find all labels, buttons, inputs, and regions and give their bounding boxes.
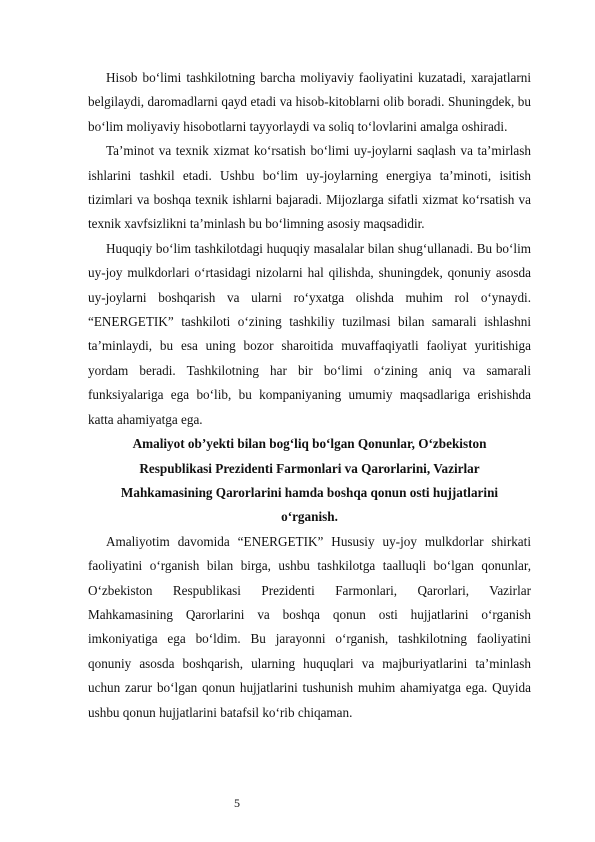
section-heading: Amaliyot ob’yekti bilan bog‘liq bo‘lgan Qonunlar, O‘zbekiston Respublikasi Prezidenti Farmonlari va Qarorlarini, Vazirlar Mahkamasining Qarorlarini hamda boshqa qonun osti hujjatlarini o‘rganish. xyxy=(120,436,499,525)
document-page xyxy=(88,66,531,725)
paragraph-maintenance-department: Ta’minot va texnik xizmat ko‘rsatish bo‘limi uy-joylarni saqlash va ta’mirlash ishlarini tashkil etadi. Ushbu bo‘lim uy-joylarning energiya ta’minoti, isitish tizimlari va boshqa texnik ishlarni bajaradi. Mijozlarga sifatli xizmat ko‘rsatish va texnik xavfsizlikni ta’minlash bu bo‘limning asosiy maqsadidir. xyxy=(88,143,531,232)
paragraph-legal-department: Huquqiy bo‘lim tashkilotdagi huquqiy masalalar bilan shug‘ullanadi. Bu bo‘lim uy-joy mulkdorlari o‘rtasidagi nizolarni hal qilishda, shuningdek, qonuniy asosda uy-joylarni boshqarish va ularni ro‘yxatga olishda muhim rol o‘ynaydi. “ENERGETIK” tashkiloti o‘zining tashkiliy tuzilmasi bilan samarali ishlashni ta’minlaydi, bu esa uning bozor sharoitida muvaffaqiyatli faoliyat yuritishiga yordam beradi. Tashkilotning har bir bo‘limi o‘zining aniq va samarali funksiyalariga ega bo‘lib, bu kompaniyaning umumiy maqsadlariga erishishda katta ahamiyatga ega. xyxy=(88,240,531,427)
paragraph-accounting-department: Hisob bo‘limi tashkilotning barcha moliyaviy faoliyatini kuzatadi, xarajatlarni belgilaydi, daromadlarni qayd etadi va hisob-kitoblarni olib boradi. Shuningdek, bu bo‘lim moliyaviy hisobotlarni tayyorlaydi va soliq to‘lovlarini amalga oshiradi. xyxy=(88,70,531,134)
page-number: 5 xyxy=(234,796,240,810)
paragraph-practice-study: Amaliyotim davomida “ENERGETIK” Hususiy uy-joy mulkdorlar shirkati faoliyatini o‘rganish bilan birga, ushbu tashkilotga taalluqli bo‘lgan qonunlar, O‘zbekiston Respublikasi Prezidenti Farmonlari, Qarorlari, Vazirlar Mahkamasining Qarorlarini va boshqa qonun osti hujjatlarini o‘rganish imkoniyatiga ega bo‘ldim. Bu jarayonni o‘rganish, tashkilotning faoliyatini qonuniy asosda boshqarish, ularning huquqlari va majburiyatlarini ta’minlash uchun zarur bo‘lgan qonun hujjatlarini tushunish muhim ahamiyatga ega. Quyida ushbu qonun hujjatlarini batafsil ko‘rib chiqaman. xyxy=(88,533,531,720)
